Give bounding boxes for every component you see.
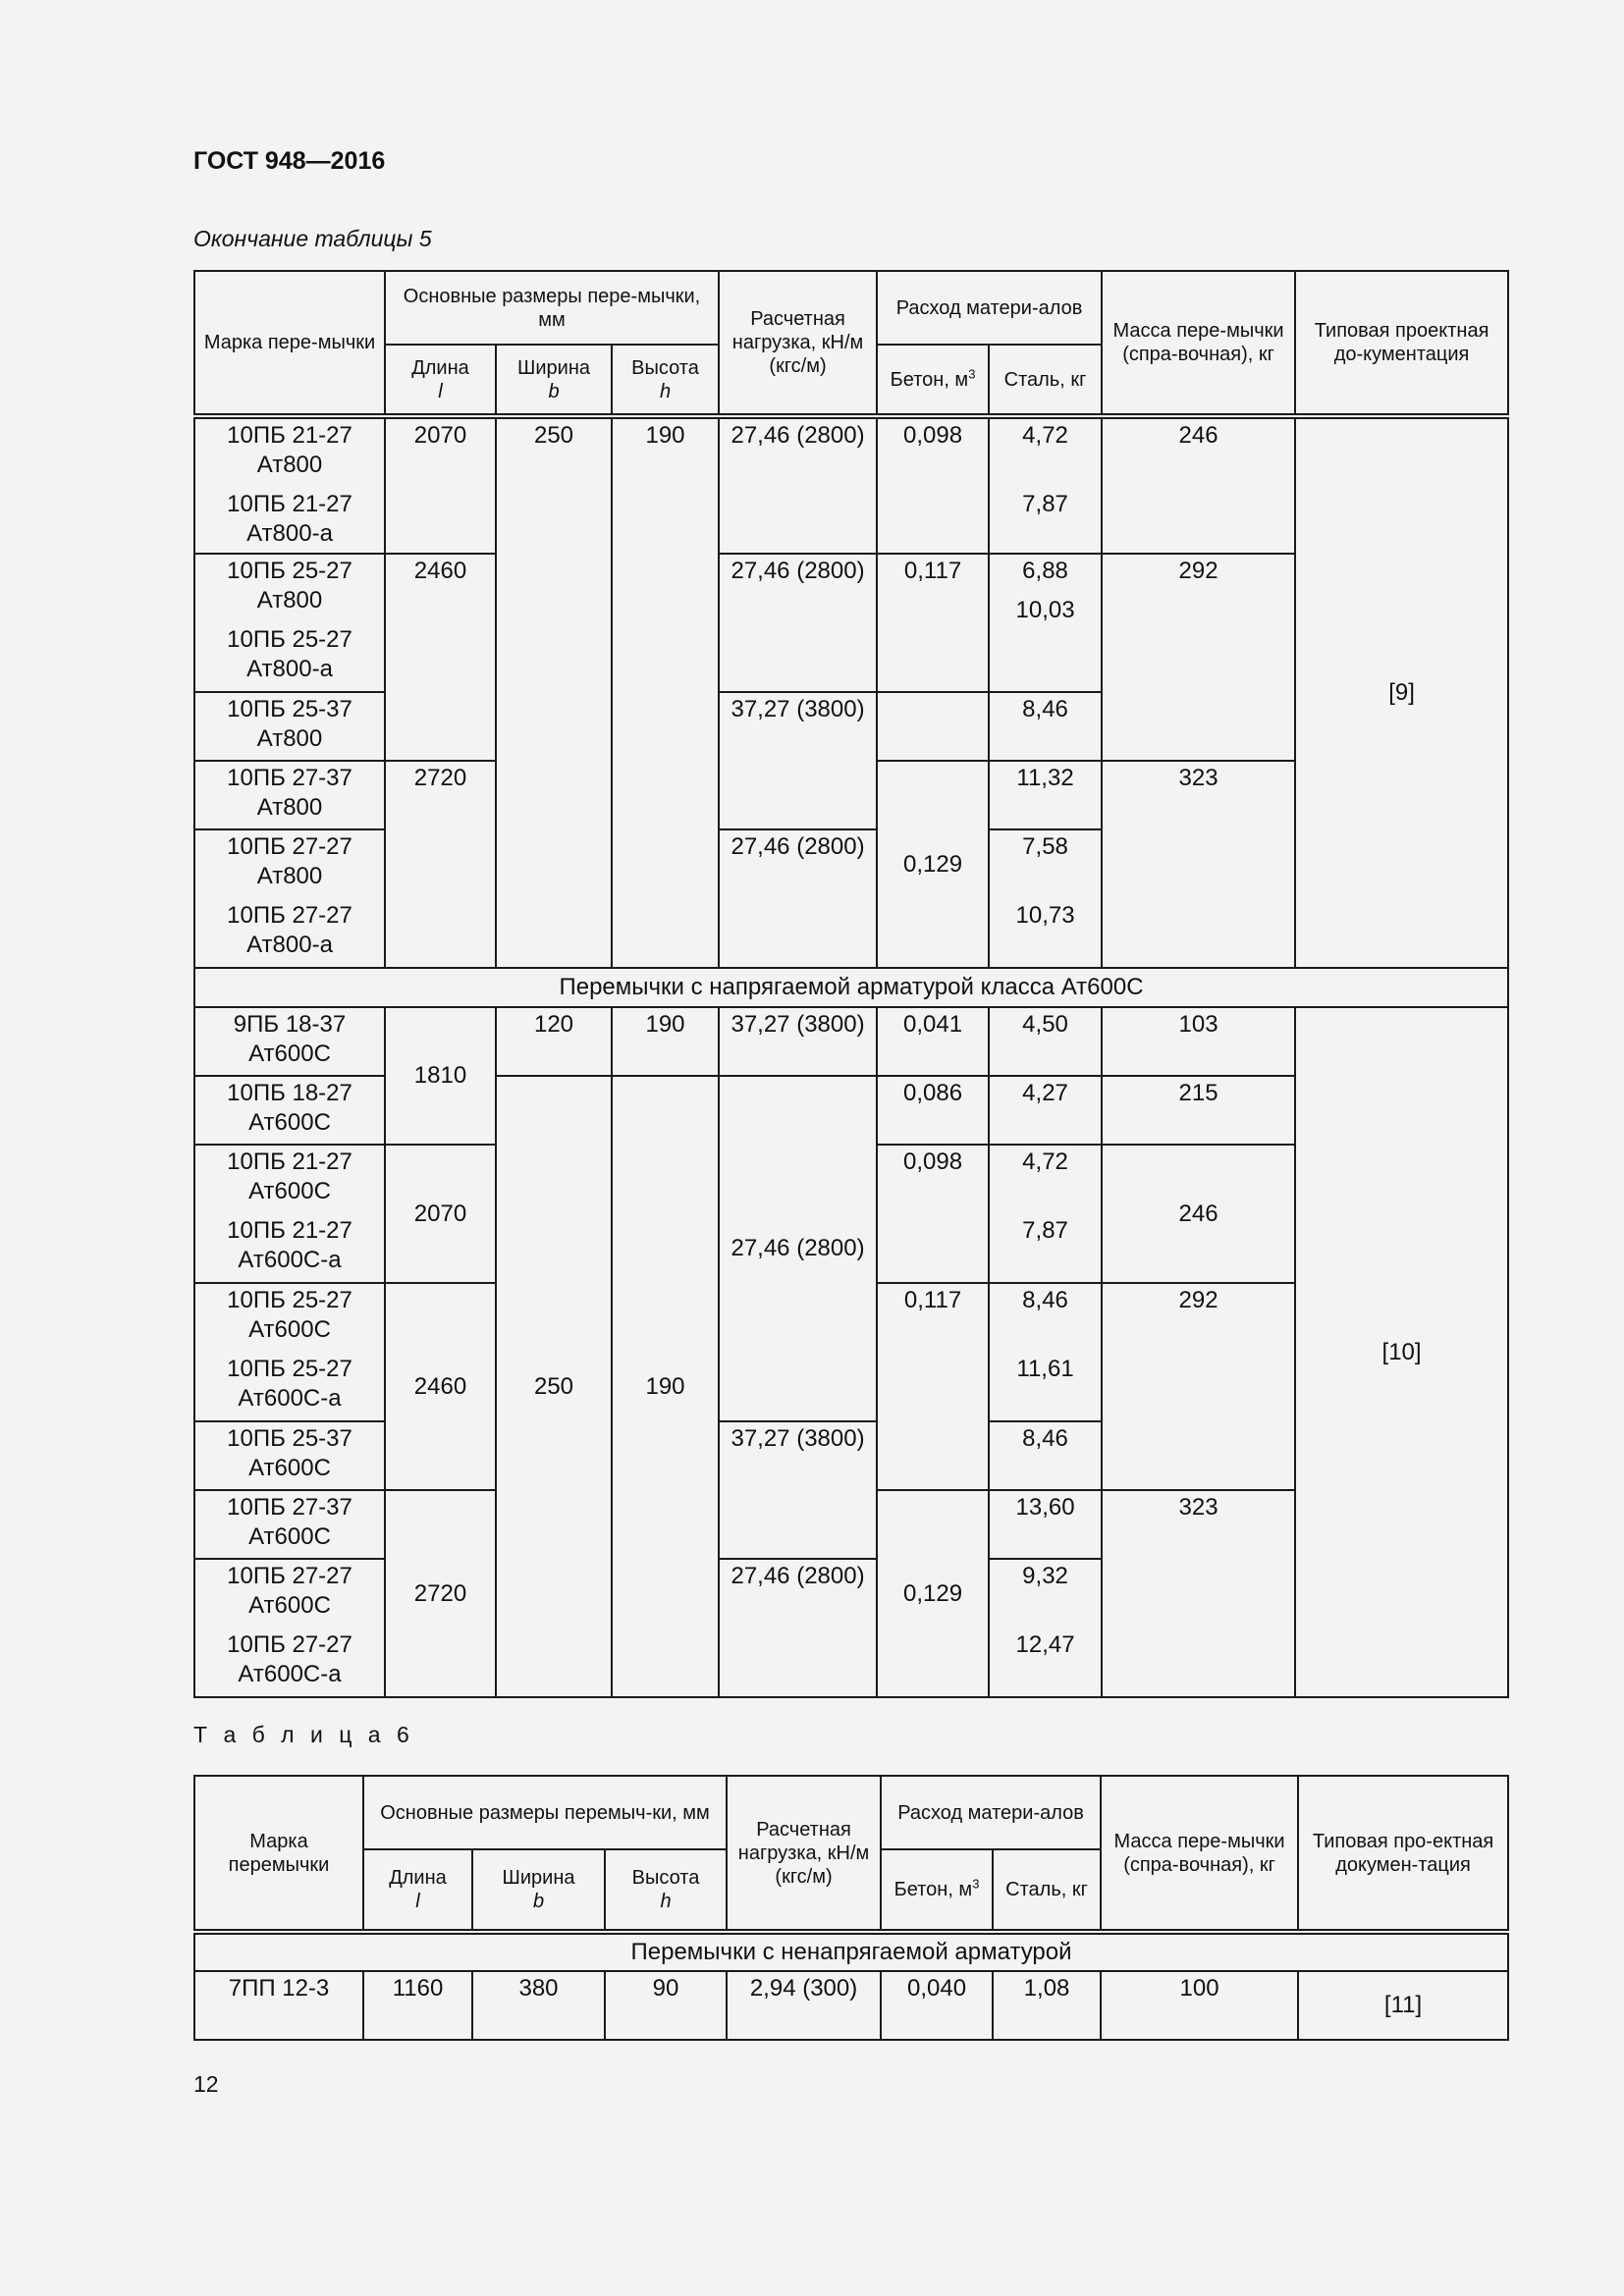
row-marka: 10ПБ 21-27 Ат800 10ПБ 21-27 Ат800-а: [194, 416, 385, 554]
steel-cell: 6,88 10,03: [989, 554, 1102, 692]
load-cell: 27,46 (2800): [719, 829, 877, 968]
header-steel: Сталь, кг: [993, 1849, 1101, 1932]
documentation-cell: [10]: [1295, 1007, 1508, 1697]
mass-cell: 246: [1102, 416, 1295, 554]
load-cell: 27,46 (2800): [719, 1076, 877, 1421]
height-cell: 190: [612, 416, 719, 968]
steel-cell: 4,72 7,87: [989, 1145, 1102, 1283]
mass-cell: 323: [1102, 761, 1295, 968]
length-cell: 1160: [363, 1971, 472, 2040]
header-mass: Масса пере-мычки (спра-вочная), кг: [1102, 271, 1295, 416]
steel-cell: 11,32: [989, 761, 1102, 829]
row-marka: 10ПБ 25-37 Ат600С: [194, 1421, 385, 1490]
mass-cell: 246: [1102, 1145, 1295, 1283]
row-marka: 10ПБ 27-37 Ат600С: [194, 1490, 385, 1559]
length-cell: 2720: [385, 761, 496, 968]
height-cell: 190: [612, 1007, 719, 1076]
concrete-cell: 0,086: [877, 1076, 989, 1145]
load-cell: 37,27 (3800): [719, 692, 877, 829]
table-continuation-caption: Окончание таблицы 5: [193, 226, 432, 251]
load-cell: 27,46 (2800): [719, 416, 877, 554]
steel-cell: 8,46: [989, 692, 1102, 761]
width-cell: 380: [472, 1971, 605, 2040]
load-cell: 27,46 (2800): [719, 1559, 877, 1697]
table6-caption: Т а б л и ц а 6: [193, 1722, 414, 1747]
header-width: Ширина b: [496, 345, 612, 416]
length-cell: 2460: [385, 554, 496, 761]
header-length: Длина l: [363, 1849, 472, 1932]
width-cell: 250: [496, 416, 612, 968]
concrete-cell: 0,041: [877, 1007, 989, 1076]
steel-cell: 13,60: [989, 1490, 1102, 1559]
row-marka: 9ПБ 18-37 Ат600С: [194, 1007, 385, 1076]
header-sizes: Основные размеры перемыч-ки, мм: [363, 1776, 727, 1849]
length-cell: 2070: [385, 416, 496, 554]
header-documentation: Типовая проектная до-кументация: [1295, 271, 1508, 416]
steel-cell: 1,08: [993, 1971, 1101, 2040]
steel-cell: 7,58 10,73: [989, 829, 1102, 968]
header-width: Ширина b: [472, 1849, 605, 1932]
concrete-cell: 0,129: [877, 1490, 989, 1697]
row-marka: 10ПБ 27-27 Ат600С 10ПБ 27-27 Ат600С-а: [194, 1559, 385, 1697]
mass-cell: 100: [1101, 1971, 1298, 2040]
row-marka: 10ПБ 25-27 Ат600С 10ПБ 25-27 Ат600С-а: [194, 1283, 385, 1421]
length-cell: 2720: [385, 1490, 496, 1697]
row-marka: 10ПБ 25-27 Ат800 10ПБ 25-27 Ат800-а: [194, 554, 385, 692]
width-cell: 250: [496, 1076, 612, 1697]
height-cell: 190: [612, 1076, 719, 1697]
header-load: Расчетная нагрузка, кН/м (кгс/м): [727, 1776, 881, 1932]
header-consumption: Расход матери-алов: [881, 1776, 1101, 1849]
header-documentation: Типовая про-ектная докумен-тация: [1298, 1776, 1508, 1932]
load-cell: 37,27 (3800): [719, 1421, 877, 1559]
length-cell: 2460: [385, 1283, 496, 1490]
section-heading: Перемычки с напрягаемой арматурой класса Ат600С: [194, 968, 1508, 1007]
row-marka: 10ПБ 27-37 Ат800: [194, 761, 385, 829]
mass-cell: 103: [1102, 1007, 1295, 1076]
documentation-cell: [11]: [1298, 1971, 1508, 2040]
header-height: Высота h: [612, 345, 719, 416]
table-5: [193, 270, 1509, 1698]
header-marka: Марка перемычки: [194, 1776, 363, 1932]
steel-cell: 4,27: [989, 1076, 1102, 1145]
mass-cell: 215: [1102, 1076, 1295, 1145]
row-marka: 10ПБ 25-37 Ат800: [194, 692, 385, 761]
header-height: Высота h: [605, 1849, 727, 1932]
documentation-cell: [9]: [1295, 416, 1508, 968]
concrete-cell: 0,129: [877, 761, 989, 968]
width-cell: 120: [496, 1007, 612, 1076]
mass-cell: 292: [1102, 554, 1295, 761]
concrete-cell: [877, 692, 989, 761]
mass-cell: 323: [1102, 1490, 1295, 1697]
header-length: Длина l: [385, 345, 496, 416]
header-mass: Масса пере-мычки (спра-вочная), кг: [1101, 1776, 1298, 1932]
length-cell: 2070: [385, 1145, 496, 1283]
table-6: [193, 1775, 1509, 2041]
header-concrete: Бетон, $м^3$: [881, 1849, 993, 1932]
concrete-cell: 0,117: [877, 1283, 989, 1490]
row-marka: 10ПБ 21-27 Ат600С 10ПБ 21-27 Ат600С-а: [194, 1145, 385, 1283]
steel-cell: 9,32 12,47: [989, 1559, 1102, 1697]
concrete-cell: 0,098: [877, 416, 989, 554]
header-marka: Марка пере-мычки: [194, 271, 385, 416]
row-marka: 10ПБ 27-27 Ат800 10ПБ 27-27 Ат800-а: [194, 829, 385, 968]
load-cell: 2,94 (300): [727, 1971, 881, 2040]
steel-cell: 8,46 11,61: [989, 1283, 1102, 1421]
steel-cell: 4,50: [989, 1007, 1102, 1076]
concrete-cell: 0,098: [877, 1145, 989, 1283]
header-concrete: Бетон, $м^3$: [877, 345, 989, 416]
load-cell: 27,46 (2800): [719, 554, 877, 692]
document-title: ГОСТ 948—2016: [193, 147, 386, 175]
section-heading: Перемычки с ненапрягаемой арматурой: [194, 1932, 1508, 1971]
load-cell: 37,27 (3800): [719, 1007, 877, 1076]
header-consumption: Расход матери-алов: [877, 271, 1102, 345]
page-number: 12: [193, 2071, 219, 2097]
steel-cell: 8,46: [989, 1421, 1102, 1490]
header-load: Расчетная нагрузка, кН/м (кгс/м): [719, 271, 877, 416]
height-cell: 90: [605, 1971, 727, 2040]
length-cell: 1810: [385, 1007, 496, 1145]
mass-cell: 292: [1102, 1283, 1295, 1490]
header-sizes: Основные размеры пере-мычки, мм: [385, 271, 719, 345]
concrete-cell: 0,040: [881, 1971, 993, 2040]
row-marka: 7ПП 12-3: [194, 1971, 363, 2040]
row-marka: 10ПБ 18-27 Ат600С: [194, 1076, 385, 1145]
header-steel: Сталь, кг: [989, 345, 1102, 416]
concrete-cell: 0,117: [877, 554, 989, 692]
steel-cell: 4,72 7,87: [989, 416, 1102, 554]
